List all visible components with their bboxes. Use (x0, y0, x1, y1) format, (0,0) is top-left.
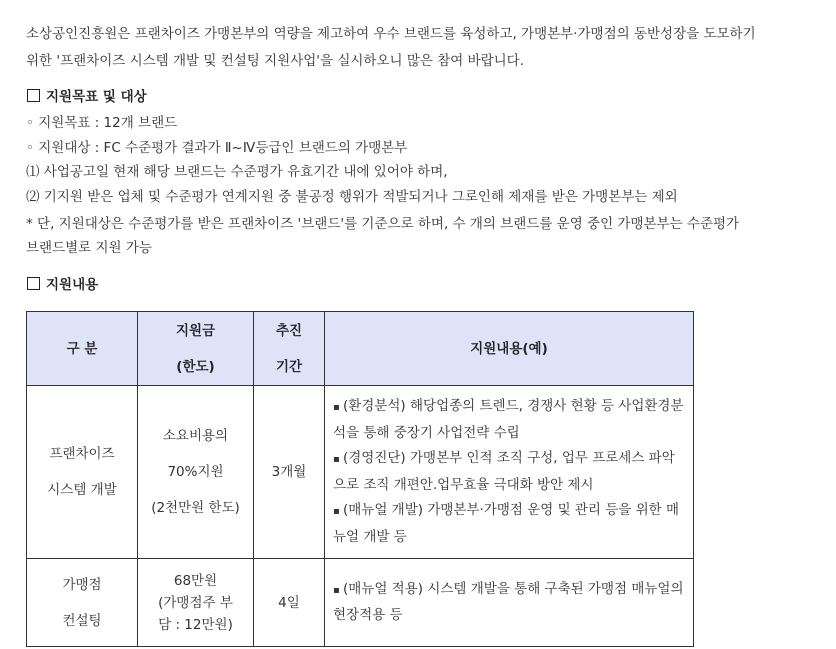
checkbox-square-icon (27, 89, 40, 102)
table-header-row (27, 312, 694, 386)
intro-paragraph (26, 21, 826, 75)
target-line-note-cont: 브랜드별로 지원 가능 (26, 240, 152, 256)
cell-category: 가맹점 컨설팅 (27, 559, 138, 647)
header-amount: 지원금 (한도) (138, 312, 254, 386)
cell-content (325, 386, 694, 559)
section-heading-target (26, 87, 147, 107)
content-item: ▪ (경영진단) 가맹본부 인적 조직 구성, 업무 프로세스 파악으로 조직 개편안.업무효율 극대화 방안 제시 (333, 450, 675, 493)
cell-amount: 소요비용의 70%지원 (2천만원 한도) (138, 386, 254, 559)
cell-content (325, 559, 694, 647)
content-item: ▪ (환경분석) 해당업종의 트렌드, 경쟁사 현황 등 사업환경분석을 통해 중장기 사업전략 수립 (333, 398, 684, 441)
target-line-condition-2: ⑵ 기지원 받은 업체 및 수준평가 연계지원 중 불공정 행위가 적발되거나 그로인해 제재를 받은 가맹본부는 제외 (26, 189, 678, 205)
content-item: ▪ (매뉴얼 적용) 시스템 개발을 통해 구축된 가맹점 매뉴얼의 현장적용 등 (333, 580, 684, 623)
target-line-goal: ◦ 지원목표 : 12개 브랜드 (26, 115, 178, 131)
cell-period: 3개월 (254, 386, 325, 559)
table-row (27, 559, 694, 647)
header-content: 지원내용(예) (325, 312, 694, 386)
content-item: ▪ (매뉴얼 개발) 가맹본부·가맹점 운영 및 관리 등을 위한 매뉴얼 개발 등 (333, 502, 680, 545)
intro-line-1: 소상공인진흥원은 프랜차이즈 가맹본부의 역량을 제고하여 우수 브랜드를 육성하고, 가맹본부·가맹점의 동반성장을 도모하기 (26, 26, 756, 42)
cell-category: 프랜차이즈 시스템 개발 (27, 386, 138, 559)
section-heading-support (26, 275, 98, 295)
cell-period: 4일 (254, 559, 325, 647)
header-category: 구 분 (27, 312, 138, 386)
support-table (26, 311, 694, 647)
table-row (27, 386, 694, 559)
cell-amount: 68만원 (가맹점주 부 담 : 12만원) (138, 559, 254, 647)
target-line-condition-1: ⑴ 사업공고일 현재 해당 브랜드는 수준평가 유효기간 내에 있어야 하며, (26, 164, 448, 180)
target-line-eligibility: ◦ 지원대상 : FC 수준평가 결과가 Ⅱ~Ⅳ등급인 브랜드의 가맹본부 (26, 140, 408, 156)
checkbox-square-icon (27, 277, 40, 290)
intro-line-2: 위한 '프랜차이즈 시스템 개발 및 컨설팅 지원사업'을 실시하오니 많은 참여 바랍니다. (26, 53, 525, 69)
section-heading-text: 지원목표 및 대상 (46, 89, 147, 105)
header-period: 추진 기간 (254, 312, 325, 386)
target-line-note: * 단, 지원대상은 수준평가를 받은 프랜차이즈 '브랜드'를 기준으로 하며, 수 개의 브랜드를 운영 중인 가맹본부는 수준평가 (26, 216, 740, 232)
section-heading-text: 지원내용 (46, 277, 99, 293)
